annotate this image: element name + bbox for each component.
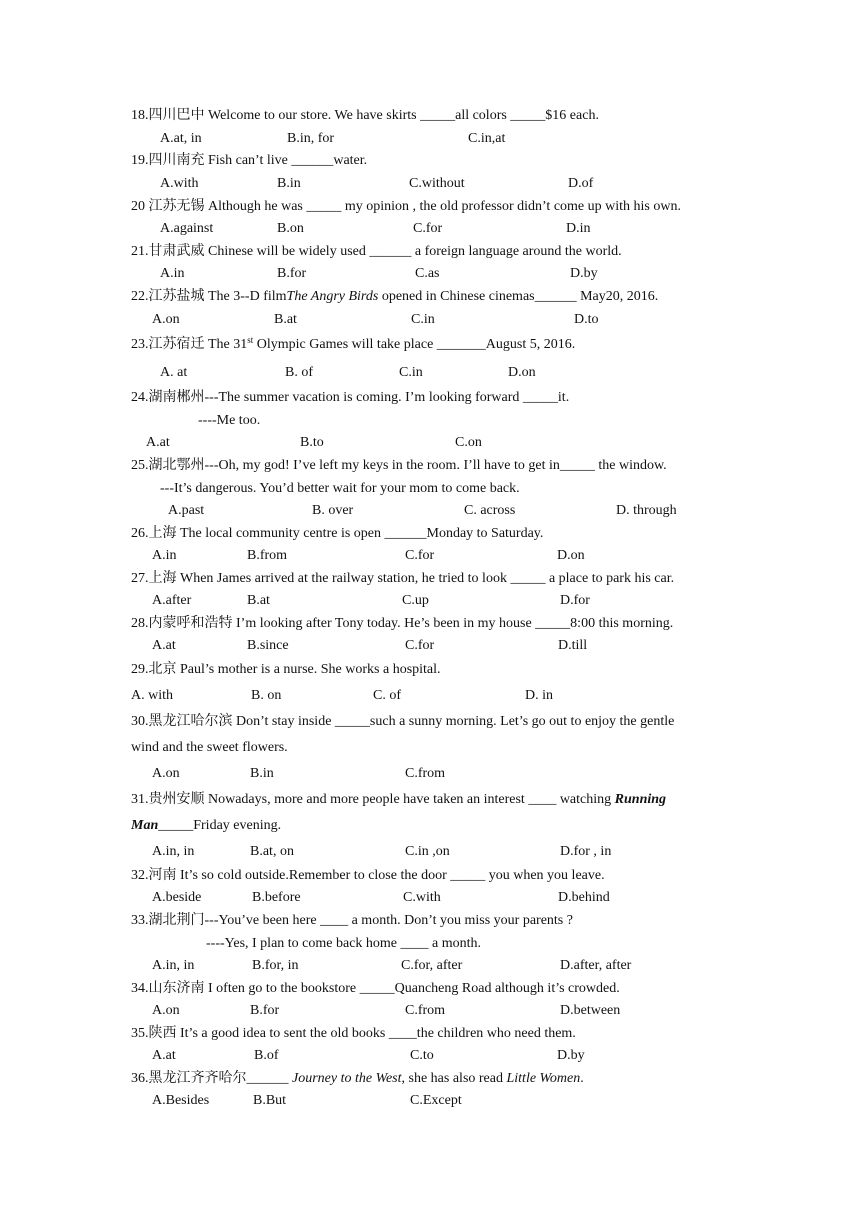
option-b: B.on xyxy=(277,221,304,236)
dialogue-reply: ----Me too. xyxy=(198,413,261,428)
question-text-end: . xyxy=(580,1071,584,1086)
question-text: The local community centre is open ______Monday to Saturday. xyxy=(176,526,544,541)
option-b: B. of xyxy=(285,365,313,380)
option-a: A.in xyxy=(160,266,185,281)
option-d: D. through xyxy=(616,503,677,518)
question-27 xyxy=(131,570,674,588)
option-d: D.on xyxy=(557,548,585,563)
question-text-cont: opened in Chinese cinemas______ May20, 2016. xyxy=(378,289,659,304)
question-source: 上海 xyxy=(148,526,177,541)
question-number: 18. xyxy=(131,108,149,123)
option-c: C.for xyxy=(405,548,435,563)
question-number: 30. xyxy=(131,714,149,729)
question-source: 四川南充 xyxy=(148,153,205,168)
question-31 xyxy=(131,791,666,809)
option-b: B.at xyxy=(274,312,297,327)
option-a: A. at xyxy=(160,365,188,380)
question-text: I’m looking after Tony today. He’s been in my house _____8:00 this morning. xyxy=(232,616,674,631)
question-text: Chinese will be widely used ______ a foreign language around the world. xyxy=(204,244,622,259)
question-text: Paul’s mother is a nurse. She works a hospital. xyxy=(176,662,441,677)
option-a: A. with xyxy=(131,688,173,703)
option-d: D.till xyxy=(558,638,588,653)
question-number: 24. xyxy=(131,390,149,405)
question-source: 北京 xyxy=(148,662,177,677)
question-source: 湖北鄂州 xyxy=(148,458,205,473)
question-28 xyxy=(131,615,673,633)
question-source: 江苏宿迁 xyxy=(148,337,205,352)
option-d: D.for xyxy=(560,593,590,608)
question-number: 22. xyxy=(131,289,149,304)
question-31-cont xyxy=(131,817,281,835)
question-23 xyxy=(131,336,575,354)
question-29 xyxy=(131,661,441,679)
question-20 xyxy=(131,198,681,216)
question-number: 31. xyxy=(131,792,149,807)
question-source: 甘肃武威 xyxy=(148,244,205,259)
option-c: C.as xyxy=(415,266,440,281)
option-c: C. of xyxy=(373,688,401,703)
question-33 xyxy=(131,912,573,930)
option-c: C.for xyxy=(405,638,435,653)
option-d: D.in xyxy=(566,221,591,236)
question-source: 上海 xyxy=(148,571,177,586)
ordinal-suffix: st xyxy=(247,335,254,345)
question-text-cont: Olympic Games will take place _______August 5, 2016. xyxy=(253,337,576,352)
question-18 xyxy=(131,107,599,125)
option-b: B.in, for xyxy=(287,131,335,146)
dialogue-reply: ---It’s dangerous. You’d better wait for your mom to come back. xyxy=(160,481,520,496)
question-35 xyxy=(131,1025,576,1043)
option-b: B.from xyxy=(247,548,288,563)
option-c: C.for xyxy=(413,221,443,236)
option-b: B.for xyxy=(277,266,307,281)
question-number: 32. xyxy=(131,868,149,883)
option-a: A.in xyxy=(152,548,177,563)
question-number: 28. xyxy=(131,616,149,631)
option-b: B.at, on xyxy=(250,844,294,859)
question-text-cont: , she has also read xyxy=(401,1071,507,1086)
option-a: A.at, in xyxy=(160,131,202,146)
question-source: 江苏盐城 xyxy=(148,289,205,304)
option-d: D.for , in xyxy=(560,844,612,859)
book-title-2: Little Women xyxy=(506,1071,581,1086)
question-text: The 31 xyxy=(204,337,248,352)
question-text: The 3--D film xyxy=(204,289,287,304)
question-source: 湖南郴州 xyxy=(148,390,205,405)
question-26 xyxy=(131,525,543,543)
question-number: 27. xyxy=(131,571,149,586)
option-a: A.past xyxy=(168,503,205,518)
question-text: Don’t stay inside _____such a sunny morning. Let’s go out to enjoy the gentle xyxy=(232,714,675,729)
option-a: A.after xyxy=(152,593,192,608)
question-text: ______ xyxy=(246,1071,292,1086)
option-d: D.of xyxy=(568,176,594,191)
option-a: A.in, in xyxy=(152,844,195,859)
question-number: 23. xyxy=(131,337,149,352)
option-d: D.to xyxy=(574,312,599,327)
option-b: B.But xyxy=(253,1093,287,1108)
option-a: A.with xyxy=(160,176,199,191)
option-b: B.for xyxy=(250,1003,280,1018)
option-a: A.against xyxy=(160,221,214,236)
question-text: Fish can’t live ______water. xyxy=(204,153,368,168)
option-c: C.Except xyxy=(410,1093,462,1108)
question-number: 26. xyxy=(131,526,149,541)
question-19 xyxy=(131,152,367,170)
question-text: It’s so cold outside.Remember to close the door _____ you when you leave. xyxy=(176,868,605,883)
question-text: I often go to the bookstore _____Quancheng Road although it’s crowded. xyxy=(204,981,620,996)
option-b: B.since xyxy=(247,638,289,653)
option-d: D.behind xyxy=(558,890,610,905)
question-36 xyxy=(131,1070,584,1088)
question-source: 四川巴中 xyxy=(148,108,205,123)
option-a: A.at xyxy=(152,638,176,653)
question-text: Nowadays, more and more people have taken an interest ____ watching xyxy=(204,792,615,807)
option-b: B.in xyxy=(277,176,301,191)
show-title: Running xyxy=(614,792,667,807)
option-a: A.on xyxy=(152,1003,180,1018)
question-text-cont: wind and the sweet flowers. xyxy=(131,740,288,755)
option-d: D.after, after xyxy=(560,958,632,973)
option-c: C. across xyxy=(464,503,516,518)
option-c: C.with xyxy=(403,890,441,905)
option-c: C.on xyxy=(455,435,482,450)
option-d: D.by xyxy=(570,266,598,281)
book-title: Journey to the West xyxy=(292,1071,402,1086)
question-number: 33. xyxy=(131,913,149,928)
option-c: C.up xyxy=(402,593,429,608)
question-text: ---You’ve been here ____ a month. Don’t you miss your parents ? xyxy=(204,913,573,928)
question-number: 36. xyxy=(131,1071,149,1086)
question-21 xyxy=(131,243,622,261)
film-title: The Angry Birds xyxy=(286,289,379,304)
question-24 xyxy=(131,389,569,407)
option-c: C.for, after xyxy=(401,958,463,973)
dialogue-reply: ----Yes, I plan to come back home ____ a month. xyxy=(206,936,482,951)
option-c: C.in,at xyxy=(468,131,506,146)
question-text-cont: _____Friday evening. xyxy=(158,818,282,833)
option-a: A.on xyxy=(152,766,180,781)
question-30 xyxy=(131,713,674,731)
option-a: A.at xyxy=(146,435,170,450)
question-source: 黑龙江哈尔滨 xyxy=(148,714,233,729)
question-number: 29. xyxy=(131,662,149,677)
question-source: 湖北荆门 xyxy=(148,913,205,928)
option-c: C.in xyxy=(399,365,423,380)
option-c: C.to xyxy=(410,1048,434,1063)
show-title-cont: Man xyxy=(131,818,159,833)
option-c: C.without xyxy=(409,176,465,191)
question-source: 山东济南 xyxy=(148,981,205,996)
question-source: 河南 xyxy=(148,868,177,883)
option-b: B. over xyxy=(312,503,354,518)
option-d: D.by xyxy=(557,1048,585,1063)
question-text: Although he was _____ my opinion , the old professor didn’t come up with his own. xyxy=(204,199,681,214)
option-b: B.at xyxy=(247,593,270,608)
option-b: B.for, in xyxy=(252,958,299,973)
option-a: A.Besides xyxy=(152,1093,210,1108)
question-text: ---The summer vacation is coming. I’m looking forward _____it. xyxy=(204,390,570,405)
question-text: ---Oh, my god! I’ve left my keys in the room. I’ll have to get in_____ the window. xyxy=(204,458,667,473)
question-text: Welcome to our store. We have skirts _____all colors _____$16 each. xyxy=(204,108,599,123)
question-number: 21. xyxy=(131,244,149,259)
option-a: A.in, in xyxy=(152,958,195,973)
option-b: B.before xyxy=(252,890,301,905)
question-number: 34. xyxy=(131,981,149,996)
question-text: When James arrived at the railway station, he tried to look _____ a place to park his car. xyxy=(176,571,675,586)
question-source: 贵州安顺 xyxy=(148,792,205,807)
question-number: 35. xyxy=(131,1026,149,1041)
question-number: 19. xyxy=(131,153,149,168)
option-d: D.on xyxy=(508,365,536,380)
option-d: D. in xyxy=(525,688,553,703)
option-d: D.between xyxy=(560,1003,621,1018)
question-source: 江苏无锡 xyxy=(148,199,205,214)
question-34 xyxy=(131,980,620,998)
option-c: C.in xyxy=(411,312,435,327)
option-a: A.at xyxy=(152,1048,176,1063)
question-source: 内蒙呼和浩特 xyxy=(148,616,233,631)
question-32 xyxy=(131,867,605,885)
question-text: It’s a good idea to sent the old books ____the children who need them. xyxy=(176,1026,576,1041)
option-b: B. on xyxy=(251,688,282,703)
question-source: 陕西 xyxy=(148,1026,177,1041)
option-a: A.beside xyxy=(152,890,202,905)
option-c: C.from xyxy=(405,1003,446,1018)
option-b: B.in xyxy=(250,766,274,781)
question-22 xyxy=(131,288,658,306)
option-a: A.on xyxy=(152,312,180,327)
question-number: 25. xyxy=(131,458,149,473)
question-25 xyxy=(131,457,667,475)
option-c: C.in ,on xyxy=(405,844,450,859)
option-b: B.to xyxy=(300,435,324,450)
question-source: 黑龙江齐齐哈尔 xyxy=(148,1071,247,1086)
option-b: B.of xyxy=(254,1048,279,1063)
question-number: 20 xyxy=(131,199,149,214)
option-c: C.from xyxy=(405,766,446,781)
